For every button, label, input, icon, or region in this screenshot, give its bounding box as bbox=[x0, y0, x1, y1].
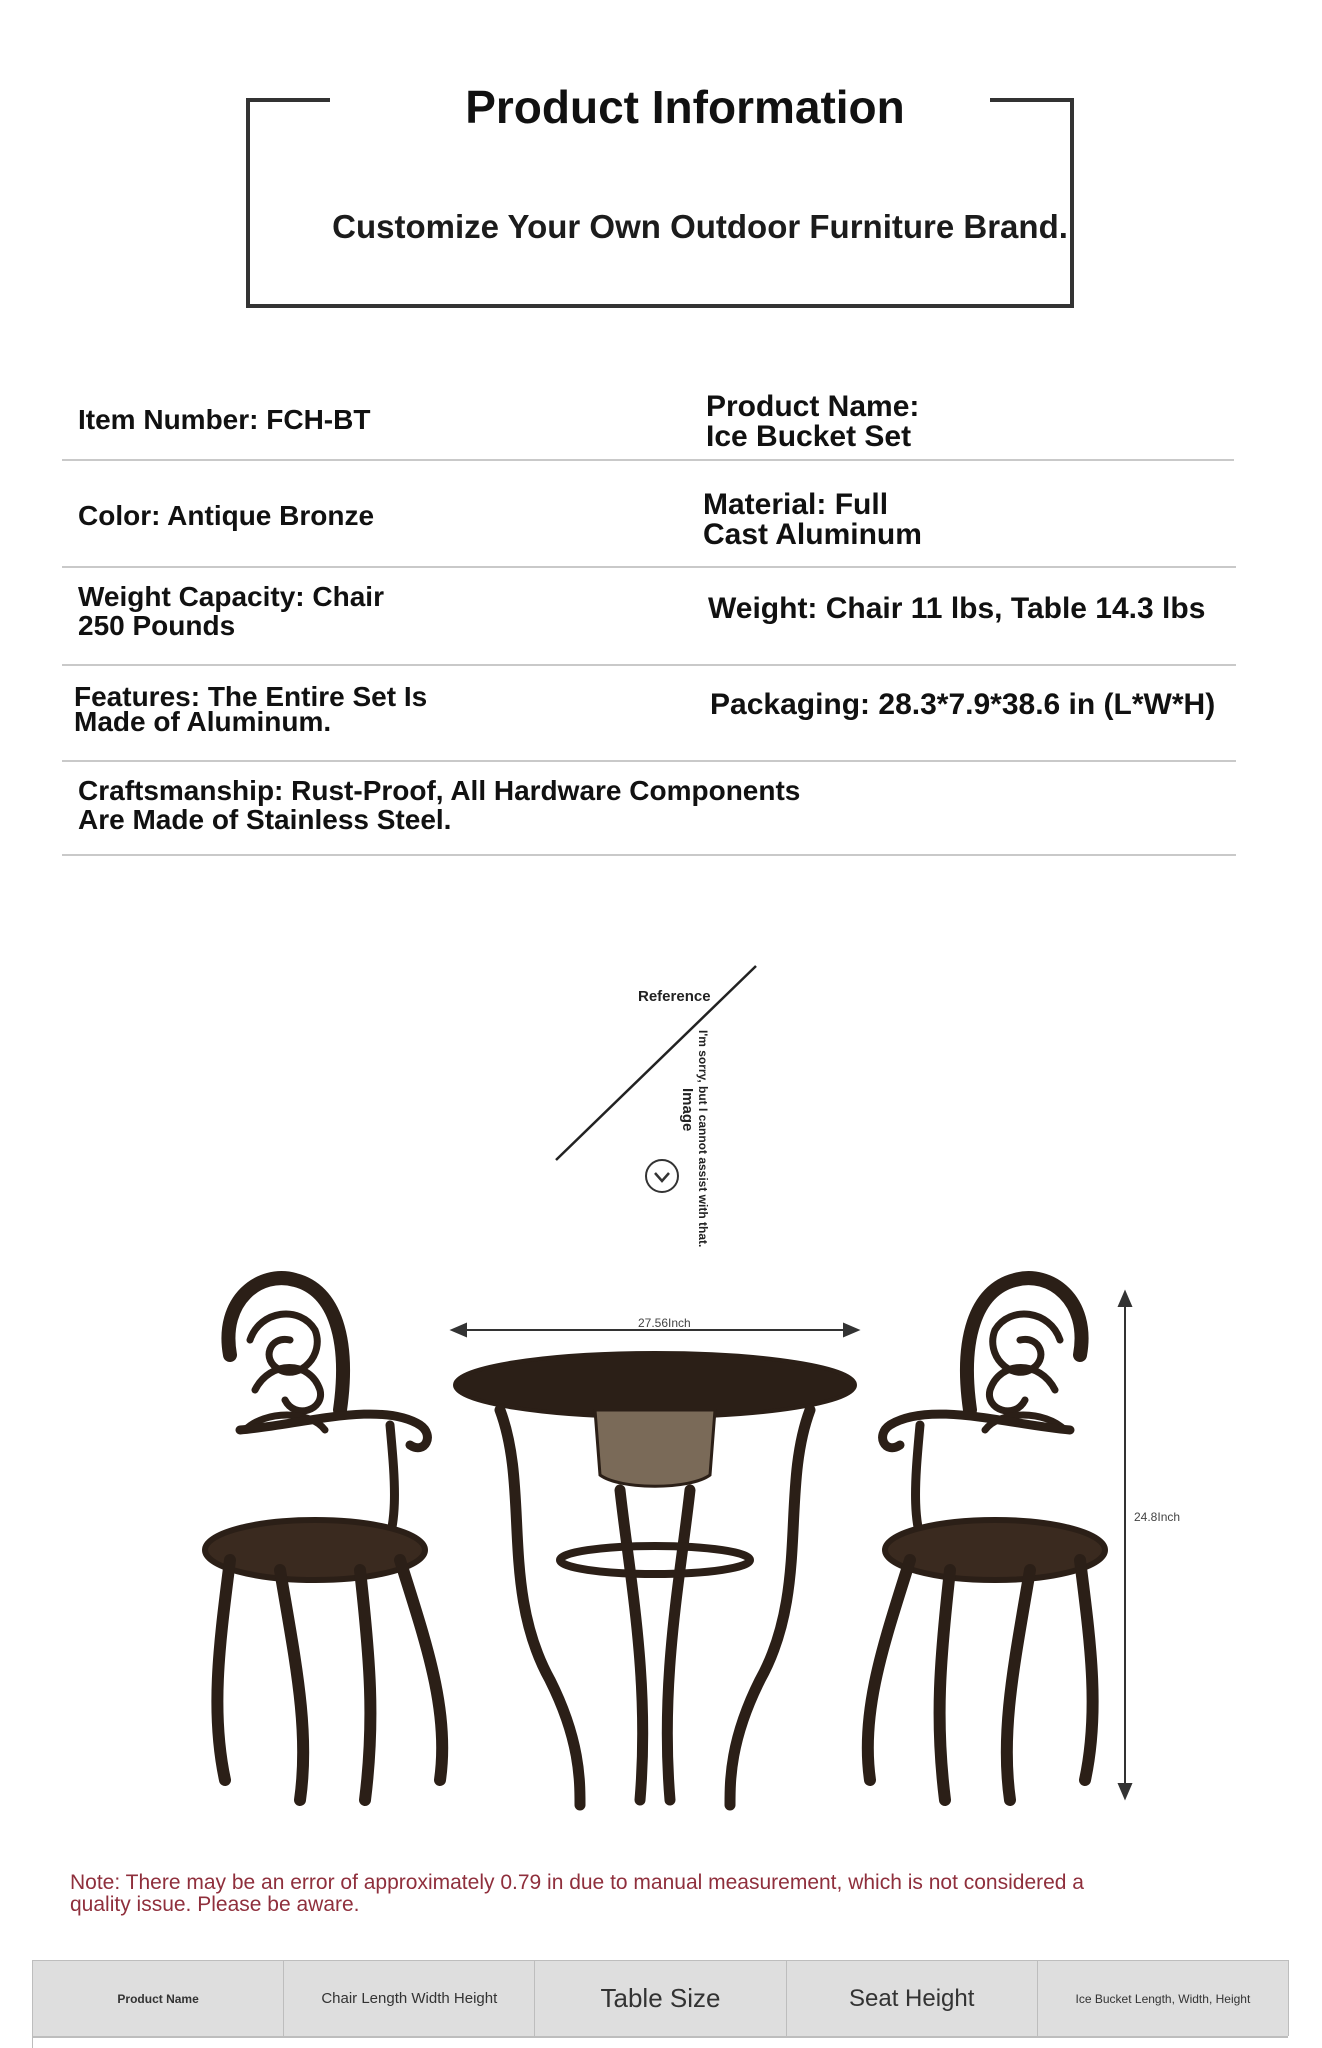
size-table bbox=[32, 1960, 1289, 2048]
spec-divider bbox=[62, 664, 1236, 666]
table-width-label: 27.56Inch bbox=[638, 1316, 691, 1330]
spec-product-name-line1: Product Name: bbox=[706, 390, 920, 423]
reference-placeholder-text: I'm sorry, but I cannot assist with that. bbox=[696, 1030, 710, 1248]
spec-packaging: Packaging: 28.3*7.9*38.6 in (L*W*H) bbox=[710, 688, 1216, 721]
spec-material-line2: Cast Aluminum bbox=[703, 518, 922, 551]
spec-divider bbox=[62, 760, 1236, 762]
chevron-down-circle-icon bbox=[644, 1158, 680, 1194]
spec-divider bbox=[62, 459, 1234, 461]
spec-weight: Weight: Chair 11 lbs, Table 14.3 lbs bbox=[708, 592, 1206, 625]
spec-product-name-line2: Ice Bucket Set bbox=[706, 420, 912, 453]
frame-bottom-left bbox=[246, 304, 866, 308]
spec-divider bbox=[62, 566, 1236, 568]
size-table-header-table-size: Table Size bbox=[535, 1960, 786, 2036]
spec-item-number: Item Number: FCH-BT bbox=[78, 404, 371, 435]
reference-label: Reference bbox=[638, 988, 711, 1005]
height-dimension-arrow bbox=[1119, 1292, 1131, 1798]
product-image-bistro-set bbox=[200, 1260, 1160, 1820]
frame-bottom-right bbox=[806, 304, 1074, 308]
spec-weight-capacity bbox=[78, 582, 384, 640]
reference-diagonal-line bbox=[540, 950, 780, 1170]
spec-material-line1: Material: Full bbox=[703, 488, 889, 521]
size-table-header-ice-bucket-dimensions: Ice Bucket Length, Width, Height bbox=[1038, 1960, 1289, 2036]
measurement-note: Note: There may be an error of approximately 0.79 in due to manual measurement, which is not considered a quality issue. Please be aware. bbox=[70, 1871, 1084, 1916]
spec-material bbox=[703, 490, 922, 550]
spec-features-line1: Features: The Entire Set Is bbox=[74, 681, 428, 712]
spec-craftsmanship-line1: Craftsmanship: Rust-Proof, All Hardware Components bbox=[78, 775, 801, 806]
spec-product-name bbox=[706, 392, 919, 452]
spec-features bbox=[74, 681, 428, 737]
size-table-header-chair-dimensions: Chair Length Width Height bbox=[284, 1960, 535, 2036]
spec-divider bbox=[62, 854, 1236, 856]
height-label: 24.8Inch bbox=[1134, 1510, 1181, 1524]
size-table-header-seat-height: Seat Height bbox=[787, 1960, 1038, 2036]
size-table-row-divider bbox=[32, 2036, 1288, 2038]
reference-image-word: Image bbox=[679, 1088, 696, 1132]
spec-craftsmanship-line2: Are Made of Stainless Steel. bbox=[78, 804, 452, 835]
size-table-header-product-name: Product Name bbox=[33, 1960, 284, 2036]
spec-craftsmanship bbox=[78, 776, 800, 834]
spec-color: Color: Antique Bronze bbox=[78, 500, 375, 531]
spec-weight-capacity-line1: Weight Capacity: Chair bbox=[78, 581, 384, 612]
page-title: Product Information bbox=[465, 81, 905, 133]
spec-features-line2: Made of Aluminum. bbox=[74, 706, 332, 737]
page-subtitle: Customize Your Own Outdoor Furniture Brand. bbox=[332, 208, 1068, 245]
spec-weight-capacity-line2: 250 Pounds bbox=[78, 610, 236, 641]
